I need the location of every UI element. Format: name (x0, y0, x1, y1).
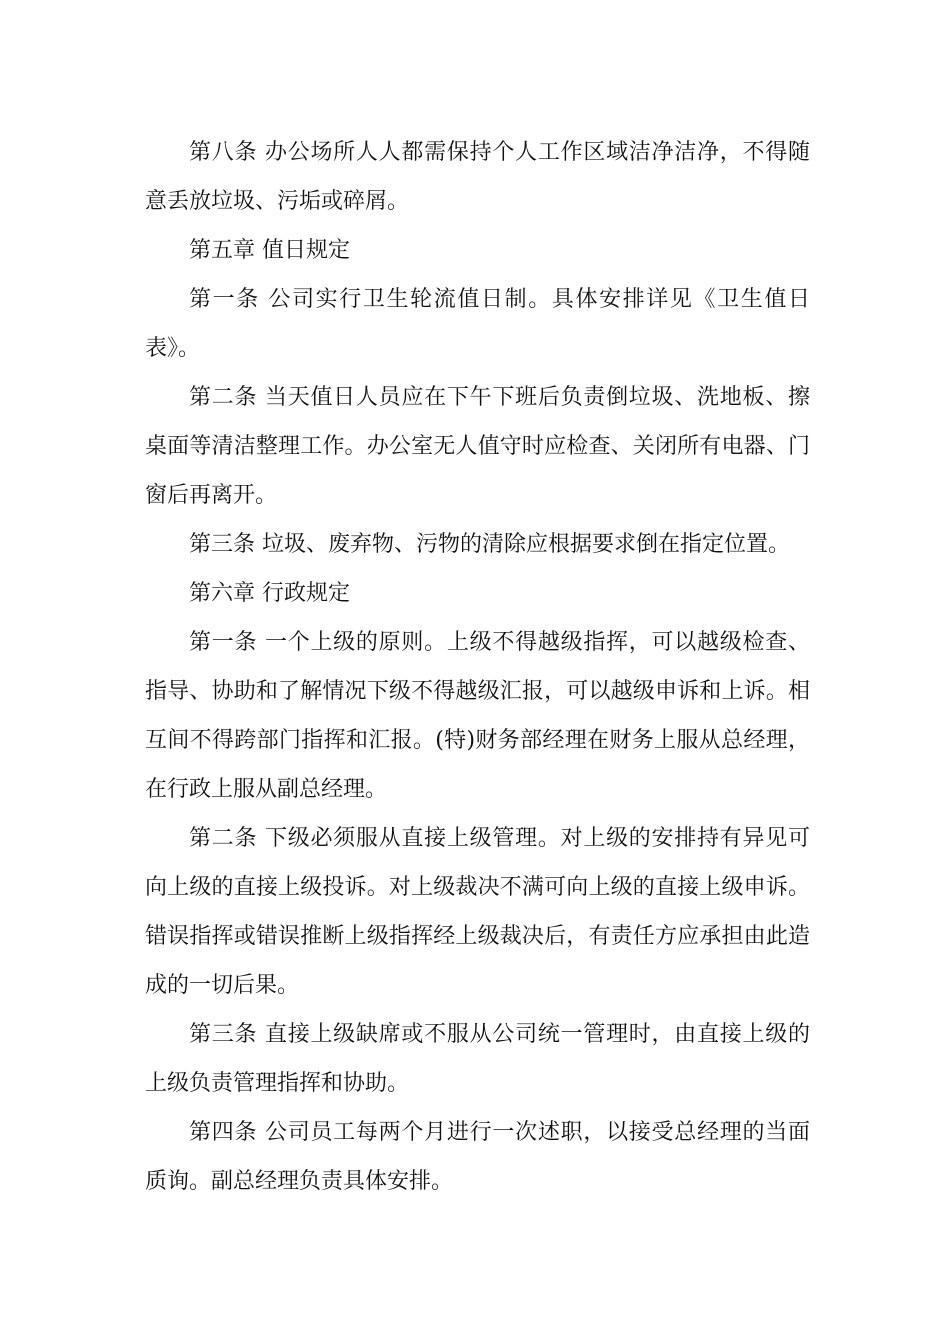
chapter-6-heading: 第六章 行政规定 (189, 581, 350, 606)
chapter-5-article-1: 第一条 公司实行卫生轮流值日制。具体安排详见《卫生值日表》。 (145, 287, 810, 361)
chapter-5-heading: 第五章 值日规定 (189, 238, 350, 263)
chapter-6-article-3: 第三条 直接上级缺席或不服从公司统一管理时，由直接上级的上级负责管理指挥和协助。 (145, 1022, 810, 1096)
chapter-6-article-1: 第一条 一个上级的原则。上级不得越级指挥，可以越级检查、指导、协助和了解情况下级不得越级汇报，可以越级申诉和上诉。相互间不得跨部门指挥和汇报。(特)财务部经理在财务上服从总经理，在行政上服从副总经理。 (145, 630, 810, 802)
chapter-5-article-3: 第三条 垃圾、废弃物、污物的清除应根据要求倒在指定位置。 (189, 532, 790, 557)
document-body (145, 128, 810, 1206)
chapter-6-article-2: 第二条 下级必须服从直接上级管理。对上级的安排持有异见可向上级的直接上级投诉。对上级裁决不满可向上级的直接上级申诉。错误指挥或错误推断上级指挥经上级裁决后，有责任方应承担由此造成的一切后果。 (145, 826, 810, 998)
chapter-5-article-2: 第二条 当天值日人员应在下午下班后负责倒垃圾、洗地板、擦桌面等清洁整理工作。办公室无人值守时应检查、关闭所有电器、门窗后再离开。 (145, 385, 810, 508)
article-8-paragraph: 第八条 办公场所人人都需保持个人工作区域洁净洁净，不得随意丢放垃圾、污垢或碎屑。 (145, 140, 810, 214)
chapter-6-article-4: 第四条 公司员工每两个月进行一次述职，以接受总经理的当面质询。副总经理负责具体安排。 (145, 1120, 810, 1194)
